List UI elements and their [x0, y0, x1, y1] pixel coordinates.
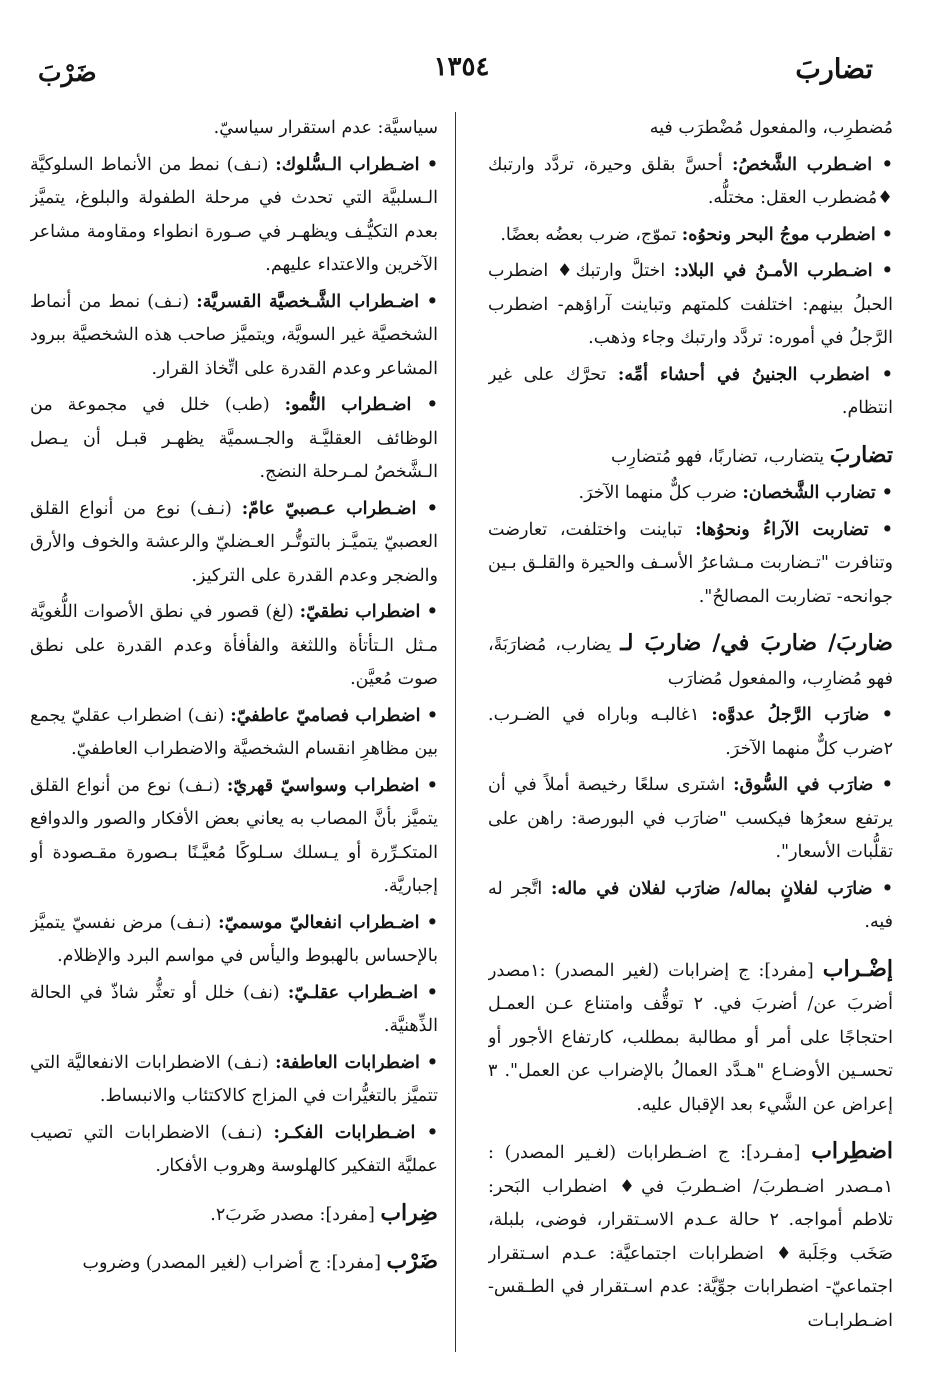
definition-text: تحرَّك على غير انتظام. — [488, 364, 893, 418]
sense-title: • اضـطراب الشَّـخصيَّة القسريَّة: — [196, 291, 438, 312]
dictionary-sense-entry — [488, 112, 893, 146]
dictionary-sense-entry — [488, 219, 893, 253]
definition-text: (لغ) قصور في نطق الأصوات اللُّغويَّة مـثل الـتأتأة واللثغة والفأفأة وعدم القدرة على نطق صوت مُعيَّن. — [30, 602, 438, 689]
dictionary-sense-entry — [30, 1117, 438, 1184]
header-guide-word-right: تضاربَ — [795, 54, 873, 85]
dictionary-sense-entry — [488, 149, 893, 216]
definition-text: (نـف) نوع من أنواع القلق يتميَّز بأنَّ المصاب به يعاني بعض الأفكار والصور والدوافع المتكـرِّرة أو يـسلك سـلوكًا مُعيَّـنًا بـصورة مقـصودة أو إجباريَّة. — [30, 775, 438, 896]
definition-text: [مفرد]: مصدر ضَربَ٢. — [210, 1204, 381, 1225]
dictionary-sense-entry — [30, 112, 438, 146]
dictionary-sense-entry — [30, 977, 438, 1044]
entry-gap — [488, 429, 893, 439]
definition-text: اتَّجر له فيه. — [488, 878, 893, 932]
definition-text: (نـف) الاضطرابات الانفعاليَّة التي تتميَّز بالتغيُّرات في المزاج كالاكتئاب والانبساط. — [30, 1052, 438, 1106]
headword: تضاربَ — [829, 441, 893, 468]
headword: ضِراب — [380, 1199, 438, 1226]
definition-text: [مفرد]: ج إضرابات (لغير المصدر) :١مصدر أضربَ عن/ أضربَ في. ٢ توقُّف وامتناع عـن العمـل احتجاجًا على أمر أو مطالبة بمطلب، كارتفاع الأجور أو تحسـين الأوضـاع "هـدَّد العمالُ بالإضراب عن العمل". ٣ إعراض عن الشَّيء بعد الإقبال عليه. — [488, 960, 893, 1115]
headword: اضطِراب — [811, 1138, 893, 1164]
dictionary-sense-entry — [488, 873, 893, 940]
dictionary-sense-entry — [30, 286, 438, 387]
definition-text: (نـف) نوع من أنواع القلق العصبيّ يتميَّـز بالتوتُّـر العـضليّ والرعشة والخوف والأرق والضجر وعدم القدرة على التركيز. — [30, 498, 438, 586]
dictionary-sense-entry — [30, 389, 438, 490]
sense-title: • اضـطراب النُّمو: — [284, 395, 438, 415]
definition-text: يتضارب، تضاربًا، فهو مُتضارِب — [611, 446, 830, 467]
definition-text: [مفرد]: ج أضراب (لغير المصدر) وضروب — [82, 1253, 387, 1273]
sense-title: • اضـطراب عـصبيّ عامّ: — [241, 498, 438, 519]
sense-title: • تضارب الشَّخصان: — [742, 483, 893, 503]
entry-gap — [488, 1125, 893, 1135]
sense-title: • ضارَب الرَّجلُ عدوَّه: — [711, 705, 893, 725]
headword: ضَرْب — [386, 1248, 438, 1274]
definition-text: (نف) خلل أو تعثُّر شاذّ في الحالة الذِّهنيَّة. — [30, 982, 438, 1036]
sense-title: • اضـطراب الـسُّلوك: — [275, 154, 438, 175]
sense-title: • اضـطراب عقلـيّ: — [287, 982, 438, 1003]
dictionary-sense-entry — [30, 700, 438, 767]
dictionary-sense-entry — [30, 1047, 438, 1114]
dictionary-sense-entry — [488, 514, 893, 615]
header-guide-word-left: ضَرْبَ — [38, 58, 97, 87]
dictionary-sense-entry — [488, 699, 893, 766]
entry-gap — [30, 1187, 438, 1197]
sense-title: • اضطرب الجنينُ في أحشاء أمِّه: — [617, 364, 893, 385]
definition-text: سياسيَّة: عدم استقرار سياسيّ. — [213, 118, 438, 138]
sense-title: • اضـطرابات الفكـر: — [273, 1122, 438, 1143]
sense-title: • اضطراب نطقيّ: — [299, 602, 438, 622]
sense-title: • اضـطراب انفعاليّ موسميّ: — [218, 912, 438, 933]
dictionary-headword-entry — [488, 627, 893, 696]
entry-gap — [488, 943, 893, 953]
definition-text: يضارب، مُضارَبَةً، فهو مُضارِب، والمفعول مُضارَب — [488, 635, 893, 689]
headword: إضْـراب — [822, 955, 893, 982]
definition-text: (طب) خلل في مجموعة من الوظائف العقليَّـة والجـسميَّة يظهـر قبـل أن يـصل الـشَّخصُ لمـرحلة النضج. — [30, 395, 438, 482]
page-number: ١٣٥٤ — [433, 52, 490, 82]
sense-title: • اضـطرب الشَّخصُ: — [731, 154, 893, 175]
sense-title: • اضطرابات العاطفة: — [275, 1052, 438, 1073]
left-column — [30, 112, 438, 1352]
definition-text: اشترى سلعًا رخيصة أملاً في أن يرتفع سعرُها فيكسب "ضارَب في البورصة: راهن على تقلُّبات الأسعار". — [488, 775, 893, 862]
page-header — [30, 44, 893, 90]
definition-text: مُضطرِب، والمفعول مُضْطرَب فيه — [649, 118, 893, 138]
entry-gap — [488, 617, 893, 627]
dictionary-sense-entry — [488, 477, 893, 511]
definition-text: (نـف) نمط من الأنماط السلوكيَّة الـسلبيَّة التي تحدث في مرحلة الطفولة والبلوغ، يتميَّز بعدم التكيُّـف ويظهـر في صـورة انطواء ومقاومة مشاعر الآخرين والاعتداء عليهم. — [30, 154, 438, 275]
dictionary-sense-entry — [488, 359, 893, 426]
sense-title: • ضارَب لفلانٍ بماله/ ضارَب لفلان في ماله: — [551, 878, 893, 899]
sense-title: • اضـطرب الأمـنُ في البلاد: — [673, 261, 893, 281]
sense-title: • اضطرب موجُ البحر ونحوُه: — [681, 224, 893, 245]
definition-text: ١غالبـه وباراه في الضـرب. ٢ضرب كلٌّ منهما الآخرَ. — [488, 705, 893, 759]
dictionary-headword-entry — [488, 439, 893, 475]
sense-title: • اضطراب وسواسيّ قهريّ: — [226, 775, 438, 796]
column-divider — [455, 112, 456, 1352]
definition-text: [مفـرد]: ج اضـطرابات (لغـير المصدر) : ١مـصدر اضـطربَ/ اضـطربَ في♦ اضطراب البَحر: تلاطم أمواجه. ٢ حالة عـدم الاسـتقرار، فوضى، بلبلة، صَخَب وجَلَبة♦ اضطرابات اجتماعيَّة: عـدم اسـتقرار اجتماعيّ- اضطرابات جوِّيَّة: عدم اسـتقرار في الطـقس- اضـطرابـات — [488, 1143, 893, 1331]
definition-text: تموّج، ضرب بعضُه بعضًا. — [500, 224, 682, 245]
entry-gap — [30, 1235, 438, 1245]
dictionary-headword-entry — [488, 953, 893, 1123]
definition-text: اختلَّ وارتبك♦ اضطرب الحبلُ بينهم: اختلفت كلمتهم وتباينت آراؤهم- اضطرب الرَّجلُ في أموره: تردَّد وارتبك وجاء وذهب. — [488, 261, 893, 348]
dictionary-headword-entry — [30, 1245, 438, 1281]
dictionary-sense-entry — [30, 770, 438, 904]
definition-text: (نف) اضطراب عقليّ يجمع بين مظاهرِ انقسام الشخصيَّة والاضطراب العاطفيّ. — [30, 705, 438, 759]
dictionary-sense-entry — [488, 769, 893, 870]
sense-title: • اضطراب فصاميّ عاطفيّ: — [230, 705, 438, 726]
definition-text: (نـف) مرض نفسيّ يتميَّز بالإحساس بالهبوط واليأس في مواسم البرد والإظلام. — [30, 912, 438, 966]
definition-text: (نـف) نمط من أنماط الشخصيَّة غير السويَّة، ويتميَّز صاحب هذه الشخصيَّة ببرود المشاعر وعدم القدرة على اتِّخاذ القرار. — [30, 291, 438, 379]
dictionary-headword-entry — [30, 1197, 438, 1233]
sense-title: • ضارَب في السُّوق: — [733, 775, 893, 795]
definition-text: أحسَّ بقلق وحيرة، تردَّد وارتبك ♦مُضطرب العقل: مختلُّه. — [488, 154, 893, 208]
dictionary-sense-entry — [30, 596, 438, 697]
dictionary-headword-entry — [488, 1135, 893, 1338]
dictionary-sense-entry — [30, 907, 438, 974]
definition-text: تباينت واختلفت، تعارضت وتنافرت "تـضاربت مـشاعرُ الأسـف والحيرة والقلـق بـين جوانحه- تضاربت المصالحُ". — [488, 519, 893, 607]
definition-text: ضرب كلٌّ منهما الآخرَ. — [578, 483, 743, 503]
dictionary-sense-entry — [30, 493, 438, 594]
right-column — [488, 112, 893, 1352]
dictionary-sense-entry — [30, 149, 438, 283]
sense-title: • تضاربت الآراءُ ونحوُها: — [695, 519, 893, 540]
definition-text: (نـف) الاضطرابات التي تصيب عمليَّة التفكير كالهلوسة وهروب الأفكار. — [30, 1122, 438, 1176]
headword: ضاربَ/ ضاربَ في/ ضاربَ لـ — [620, 630, 893, 656]
dictionary-sense-entry — [488, 255, 893, 356]
